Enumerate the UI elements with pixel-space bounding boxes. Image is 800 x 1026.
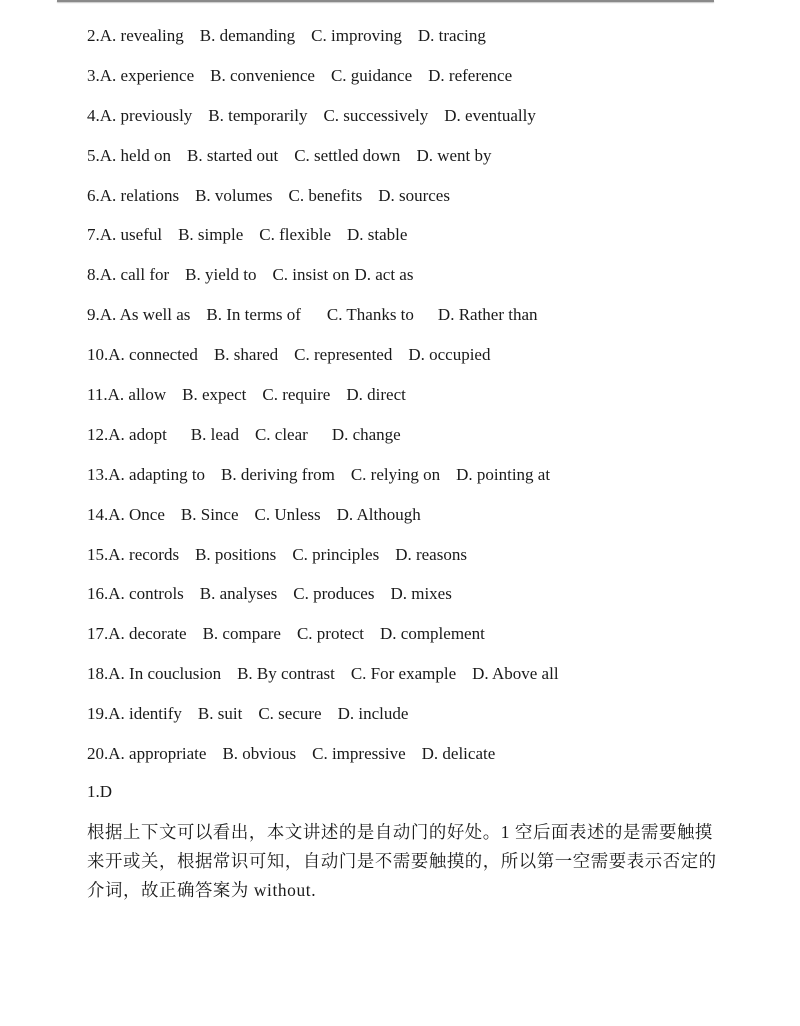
option-d: D. Above all [472,664,559,684]
option-b: B. Since [180,504,239,524]
top-divider [57,0,714,2]
option-a: A. relations [99,185,180,205]
question-row-11 [87,383,575,423]
question-row-10 [87,343,575,383]
question-row-14 [87,503,575,543]
option-a: A. decorate [108,624,187,644]
question-number: 6. [87,185,100,205]
option-d: D. Rather than [437,305,538,325]
question-number: 3. [87,65,100,85]
option-a: A. previously [99,105,193,125]
question-number: 18. [87,664,109,684]
option-b: B. started out [187,145,279,165]
option-a: A. connected [108,345,198,365]
option-a: A. In couclusion [108,664,222,684]
option-d: D. eventually [444,105,536,125]
option-a: A. appropriate [108,744,207,764]
question-row-13 [87,463,575,503]
option-b: B. deriving from [221,464,335,484]
question-number: 9. [87,305,100,325]
option-d: D. reference [428,65,513,85]
option-b: B. demanding [199,26,296,45]
question-number: 15. [87,544,109,564]
option-b: B. In terms of [206,305,301,325]
option-b: B. expect [182,385,247,405]
option-a: A. call for [99,265,170,285]
option-b: B. simple [178,225,244,245]
question-number: 5. [87,145,100,165]
option-c: C. flexible [259,225,332,245]
option-d: D. stable [347,225,408,245]
option-d: D. Although [336,504,421,524]
option-c: C. protect [296,624,364,644]
option-d: D. occupied [408,345,491,365]
option-b: B. volumes [195,185,273,205]
option-c: C. improving [311,26,402,45]
question-row-9 [87,303,575,343]
question-row-12 [87,423,575,463]
option-a: A. records [108,544,180,564]
option-d: D. delicate [421,744,496,764]
option-d: D. direct [346,385,406,405]
option-a: A. identify [108,704,182,724]
option-b: B. By contrast [237,664,335,684]
answer-explanation: 根据上下文可以看出，本文讲述的是自动门的好处。1 空后面表述的是需要触摸来开或关，根据常识可知，自动门是不需要触摸的，所以第一空需要表示否定的介词，故正确答案为 without. [87,822,717,900]
option-c: C. For example [350,664,457,684]
option-d: D. tracing [417,26,486,45]
option-d: D. change [331,424,401,444]
option-a: A. adopt [108,424,167,444]
option-c: C. impressive [312,744,406,764]
option-c: C. settled down [294,145,401,165]
question-number: 13. [87,464,109,484]
question-number: 2. [87,26,100,45]
option-d: D. act as [354,265,414,285]
option-b: B. analyses [199,584,278,604]
question-number: 20. [87,744,109,764]
option-b: B. temporarily [208,105,308,125]
option-c: C. Thanks to [326,305,414,325]
option-b: B. compare [202,624,281,644]
option-c: C. benefits [288,185,363,205]
question-row-3 [87,64,575,104]
option-d: D. reasons [395,544,467,564]
option-c: C. require [262,385,331,405]
question-number: 19. [87,704,109,724]
option-d: D. pointing at [456,464,551,484]
option-a: A. revealing [99,26,184,45]
option-b: B. positions [195,544,277,564]
question-row-18 [87,662,575,702]
option-b: B. lead [190,424,239,444]
option-c: C. secure [258,704,322,724]
question-row-2 [87,24,575,64]
option-d: D. mixes [390,584,452,604]
option-a: A. held on [99,145,172,165]
option-d: D. complement [380,624,485,644]
option-b: B. shared [213,345,279,365]
question-number: 7. [87,225,100,245]
question-number: 16. [87,584,109,604]
option-c: C. clear [254,424,308,444]
option-c: C. insist on [272,265,350,285]
question-number: 17. [87,624,109,644]
option-a: A. allow [107,385,167,405]
option-a: A. useful [99,225,163,245]
option-c: C. produces [293,584,375,604]
option-d: D. sources [378,185,450,205]
option-d: D. include [337,704,409,724]
option-c: C. represented [294,345,393,365]
option-c: C. guidance [330,65,413,85]
question-row-19 [87,702,575,742]
question-number: 4. [87,105,100,125]
option-c: C. principles [292,544,380,564]
question-list [87,24,575,782]
option-b: B. suit [197,704,243,724]
option-a: A. experience [99,65,195,85]
question-row-5 [87,144,575,184]
question-number: 8. [87,265,100,285]
option-b: B. obvious [222,744,297,764]
option-a: A. As well as [99,305,191,325]
question-number: 14. [87,504,109,524]
question-row-7 [87,223,575,263]
option-a: A. controls [108,584,184,604]
question-row-17 [87,622,575,662]
question-row-16 [87,582,575,622]
option-c: C. Unless [254,504,321,524]
option-c: C. relying on [350,464,441,484]
option-d: D. went by [416,145,492,165]
question-number: 11. [87,385,108,405]
question-row-15 [87,543,575,583]
question-number: 10. [87,345,109,365]
option-b: B. yield to [185,265,257,285]
question-row-20 [87,742,575,782]
question-number: 12. [87,424,109,444]
option-a: A. adapting to [108,464,206,484]
question-row-4 [87,104,575,144]
option-b: B. convenience [210,65,315,85]
question-row-6 [87,184,575,224]
question-row-8 [87,263,575,303]
answer-label: 1.D [87,782,113,801]
option-c: C. successively [323,105,429,125]
option-a: A. Once [108,504,165,524]
